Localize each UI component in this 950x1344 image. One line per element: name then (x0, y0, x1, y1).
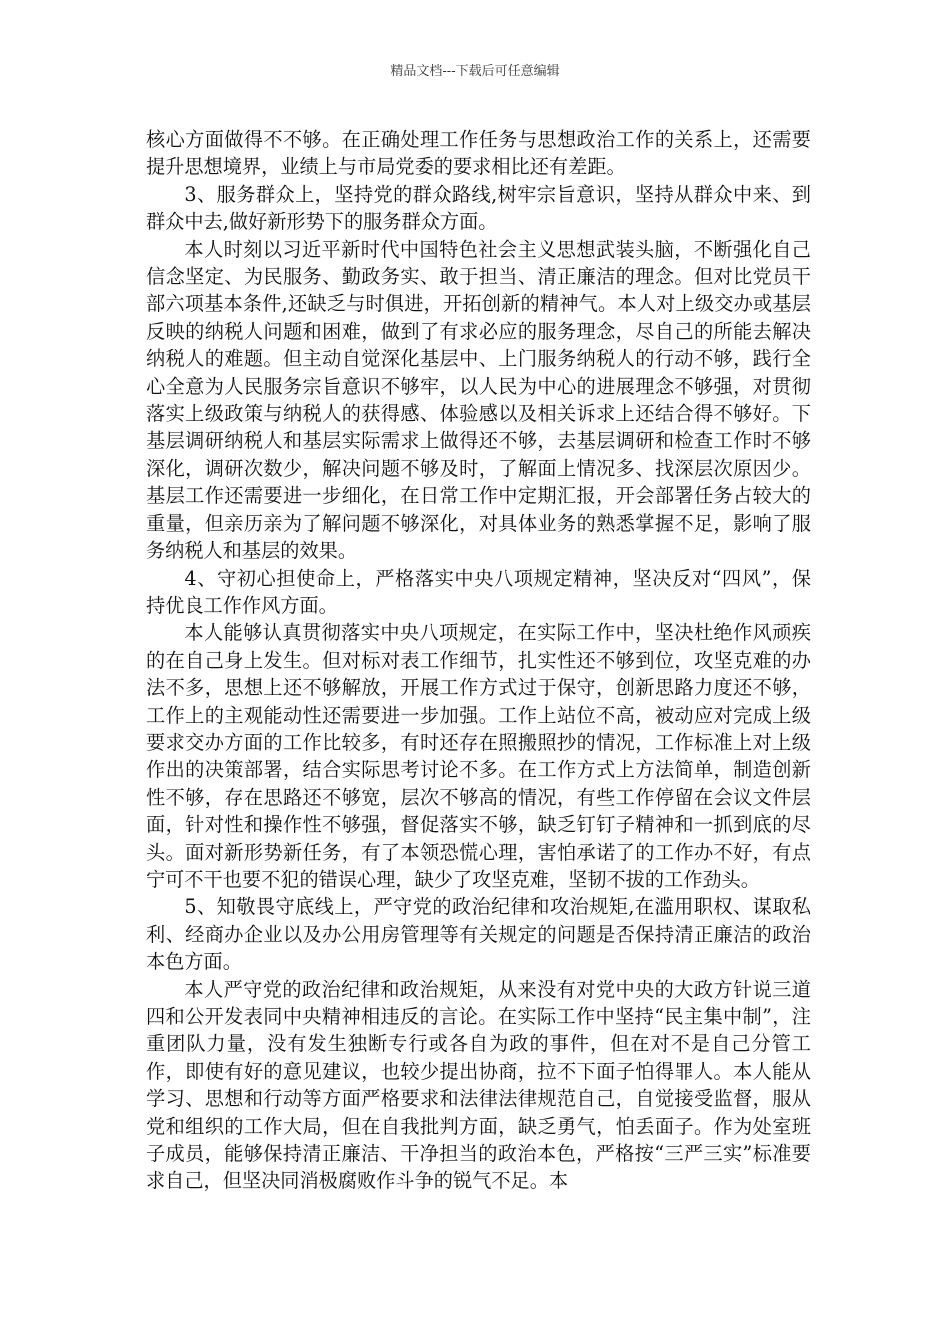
paragraph-section-3-body: 本人时刻以习近平新时代中国特色社会主义思想武装头脑，不断强化自己信念坚定、为民服务、勤政务实、敢于担当、清正廉洁的理念。但对比党员干部六项基本条件,还缺乏与时俱进，开拓创新的精神气。本人对上级交办或基层反映的纳税人问题和困难，做到了有求必应的服务理念，尽自己的所能去解决纳税人的难题。但主动自觉深化基层中、上门服务纳税人的行动不够，践行全心全意为人民服务宗旨意识不够牢，以人民为中心的进展理念不够强，对贯彻落实上级政策与纳税人的获得感、体验感以及相关诉求上还结合得不够好。下基层调研纳税人和基层实际需求上做得还不够，去基层调研和检查工作时不够深化，调研次数少，解决问题不够及时，了解面上情况多、找深层次原因少。基层工作还需要进一步细化，在日常工作中定期汇报，开会部署任务占较大的重量，但亲历亲为了解问题不够深化，对具体业务的熟悉掌握不足，影响了服务纳税人和基层的效果。 (146, 237, 811, 563)
paragraph-section-5-body: 本人严守党的政治纪律和政治规矩，从来没有对党中央的大政方针说三道四和公开发表同中央精神相违反的言论。在实际工作中坚持“民主集中制”，注重团队力量，没有发生独断专行或各自为政的事件，但在对不是自己分管工作，即使有好的意见建议，也较少提出协商，拉不下面子怕得罪人。本人能从学习、思想和行动等方面严格要求和法律法律规范自己，自觉接受监督，服从党和组织的工作大局，但在自我批判方面，缺乏勇气，怕丢面子。作为处室班子成员，能够保持清正廉洁、干净担当的政治本色，严格按“三严三实”标准要求自己，但坚决同消极腐败作斗争的锐气不足。本 (146, 977, 811, 1193)
paragraph-section-5-heading: 5、知敬畏守底线上，严守党的政治纪律和攻治规矩,在滥用职权、谋取私利、经商办企业以及办公用房管理等有关规定的问题是否保持清正廉洁的政治本色方面。 (146, 895, 811, 974)
page-header: 精品文档---下载后可任意编辑 (390, 64, 560, 79)
paragraph-section-4-body: 本人能够认真贯彻落实中央八项规定，在实际工作中，坚决杜绝作风顽疾的在自己身上发生。但对标对表工作细节，扎实性还不够到位，攻坚克难的办法不多，思想上还不够解放，开展工作方式过于保守，创新思路力度还不够，工作上的主观能动性还需要进一步加强。工作上站位不高，被动应对完成上级要求交办方面的工作比较多，有时还存在照搬照抄的情况，工作标准上对上级作出的决策部署，结合实际思考讨论不多。在工作方式上方法简单，制造创新性不够，存在思路还不够宽，层次不够高的情况，有些工作停留在会议文件层面，针对性和操作性不够强，督促落实不够，缺乏钉钉子精神和一抓到底的尽头。面对新形势新任务，有了本领恐慌心理，害怕承诺了的工作办不好，有点宁可不干也要不犯的错误心理，缺少了攻坚克难，坚韧不拔的工作劲头。 (146, 621, 811, 891)
paragraph-continuation: 核心方面做得不不够。在正确处理工作任务与思想政治工作的关系上，还需要提升思想境界，业绩上与市局党委的要求相比还有差距。 (146, 128, 811, 179)
document-body (146, 126, 811, 1195)
paragraph-section-4-heading: 4、守初心担使命上，严格落实中央八项规定精神，坚决反对“四风”，保持优良工作作风方面。 (146, 566, 811, 617)
paragraph-section-3-heading: 3、服务群众上，坚持党的群众路线,树牢宗旨意识，坚持从群众中来、到群众中去,做好新形势下的服务群众方面。 (146, 182, 811, 234)
